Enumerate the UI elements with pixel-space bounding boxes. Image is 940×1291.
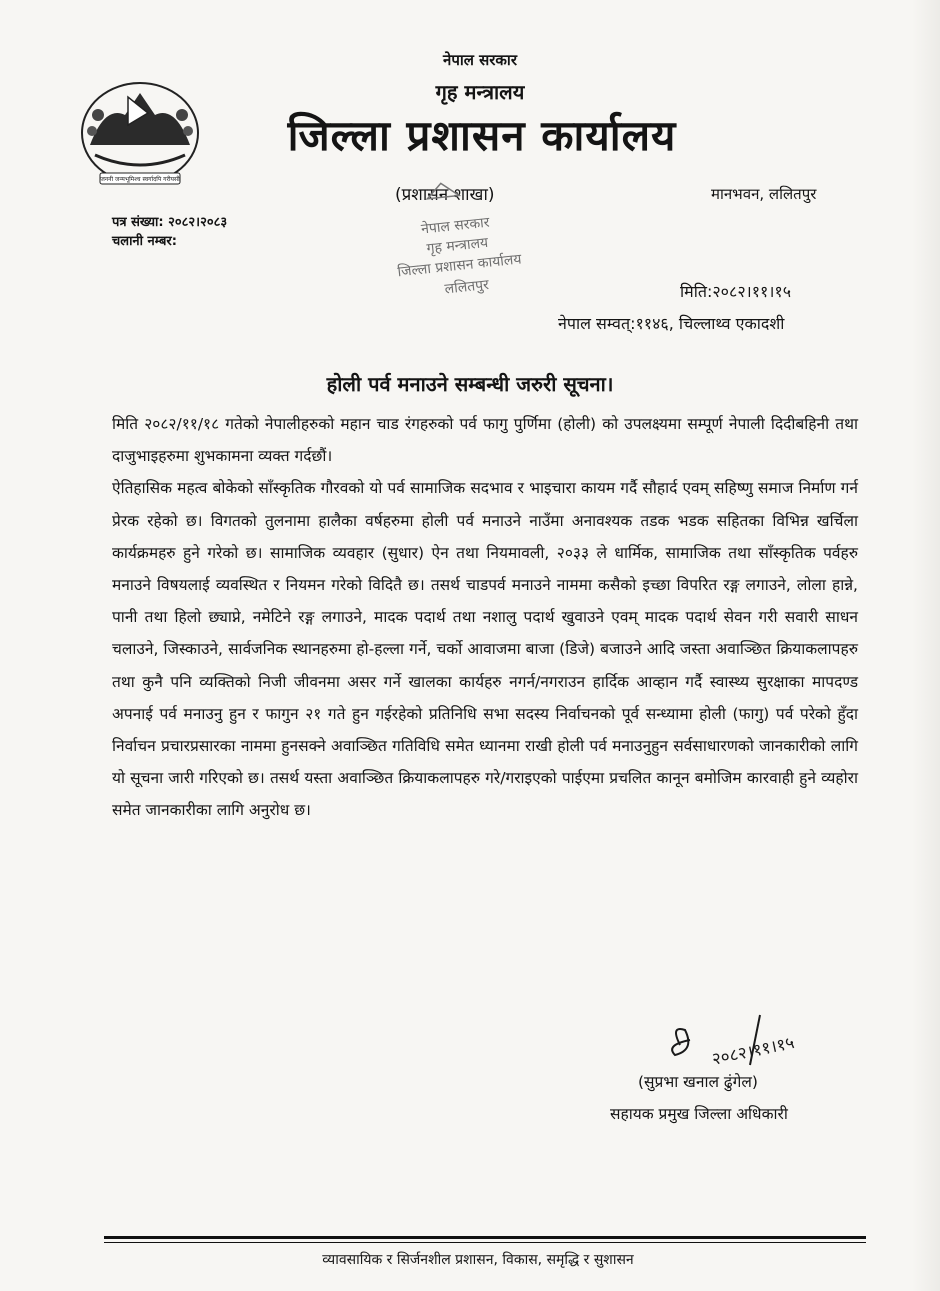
office-location: मानभवन, ललितपुर (711, 185, 817, 203)
handwritten-signature (650, 1005, 850, 1075)
signer-title: सहायक प्रमुख जिल्ला अधिकारी (610, 1105, 788, 1123)
office-stamp (372, 182, 542, 302)
footer-rule-thin (104, 1242, 866, 1243)
letter-date: मिति:२०८२।११।१५ (680, 282, 792, 301)
signer-name: (सुप्रभा खनाल ढुंगेल) (638, 1073, 758, 1091)
notice-title: होली पर्व मनाउने सम्बन्धी जरुरी सूचना। (326, 372, 614, 396)
svg-text:जिल्ला प्रशासन कार्यालय: जिल्ला प्रशासन कार्यालय (396, 251, 523, 281)
svg-text:ललितपुर: ललितपुर (443, 276, 490, 298)
ministry-name: गृह मन्त्रालय (435, 80, 525, 104)
notice-paragraph-1: मिति २०८२/११/१८ गतेको नेपालीहरुको महान चाड रंगहरुको पर्व फागु पुर्णिमा (होली) को उपलक्ष्यमा सम्पूर्ण नेपाली दिदीबहिनी तथा दाजुभाइहरुमा शुभकामना व्यक्त गर्दछौं। (112, 415, 858, 466)
svg-text:जननी जन्मभूमिश्च स्वर्गादपि गर: जननी जन्मभूमिश्च स्वर्गादपि गरीयसी (100, 176, 180, 183)
svg-text:नेपाल सरकार: नेपाल सरकार (420, 214, 491, 238)
branch-name: (प्रशासन शाखा) (395, 185, 495, 205)
dispatch-number: चलानी नम्बर: (112, 234, 177, 249)
government-name: नेपाल सरकार (443, 51, 517, 69)
footer-motto: व्यावसायिक र सिर्जनशील प्रशासन, विकास, समृद्धि र सुशासन (322, 1252, 634, 1268)
scan-edge-shadow (912, 0, 940, 1291)
notice-paragraph-2: ऐतिहासिक महत्व बोकेको साँस्कृतिक गौरवको यो पर्व सामाजिक सदभाव र भाइचारा कायम गर्दै सौहार्द एवम् सहिष्णु समाज निर्माण गर्न प्रेरक रहेको छ। विगतको तुलनामा हालैका वर्षहरुमा होली पर्व मनाउने नाउँमा अनावश्यक तडक भडक सहितका विभिन्न खर्चिला कार्यक्रमहरु हुने गरेको छ। सामाजिक व्यवहार (सुधार) ऐन तथा नियमावली, २०३३ ले धार्मिक, सामाजिक तथा साँस्कृतिक पर्वहरु मनाउने विषयलाई व्यवस्थित र नियमन गरेको विदितै छ। तसर्थ चाडपर्व मनाउने नाममा कसैको इच्छा विपरित रङ्ग लगाउने, लोला हान्ने, पानी तथा हिलो छ्याप्ने, नमेटिने रङ्ग लगाउने, मादक पदार्थ तथा नशालु पदार्थ खुवाउने एवम् मादक पदार्थ सेवन गरी सवारी साधन चलाउने, जिस्काउने, सार्वजनिक स्थानहरुमा हो-हल्ला गर्ने, चर्को आवाजमा बाजा (डिजे) बजाउने आदि जस्ता अवाञ्छित क्रियाकलापहरु तथा कुनै पनि व्यक्तिको निजी जीवनमा असर गर्ने खालका कार्यहरु नगर्न/नगराउन हार्दिक आव्हान गर्दै स्वास्थ्य सुरक्षाका मापदण्ड अपनाई पर्व मनाउनु हुन र फागुन २१ गते हुन गईरहेको प्रतिनिधि सभा सदस्य निर्वाचनको पूर्व सन्ध्यामा होली (फागु) पर्व परेको हुँदा निर्वाचन प्रचारप्रसारका नाममा हुनसक्ने अवाञ्छित गतिविधि समेत ध्यानमा राखी होली पर्व मनाउनुहुन सर्वसाधारणको जानकारीको लागि यो सूचना जारी गरिएको छ। तसर्थ यस्ता अवाञ्छित क्रियाकलापहरु गरे/गराइएको पाईएमा प्रचलित कानून बमोजिम कारवाही हुने व्यहोरा समेत जानकारीका लागि अनुरोध छ। (112, 479, 858, 820)
footer-rule (104, 1236, 866, 1239)
nepal-sambat-date: नेपाल सम्वत्:११४६, चिल्लाथ्व एकादशी (558, 314, 785, 333)
svg-text:गृह मन्त्रालय: गृह मन्त्रालय (425, 234, 489, 258)
notice-body (112, 408, 858, 827)
office-name: जिल्ला प्रशासन कार्यालय (287, 111, 677, 160)
letter-number: पत्र संख्या: २०८२।२०८३ (112, 215, 228, 230)
svg-text:२०८२।११।१५: २०८२।११।१५ (710, 1032, 797, 1070)
